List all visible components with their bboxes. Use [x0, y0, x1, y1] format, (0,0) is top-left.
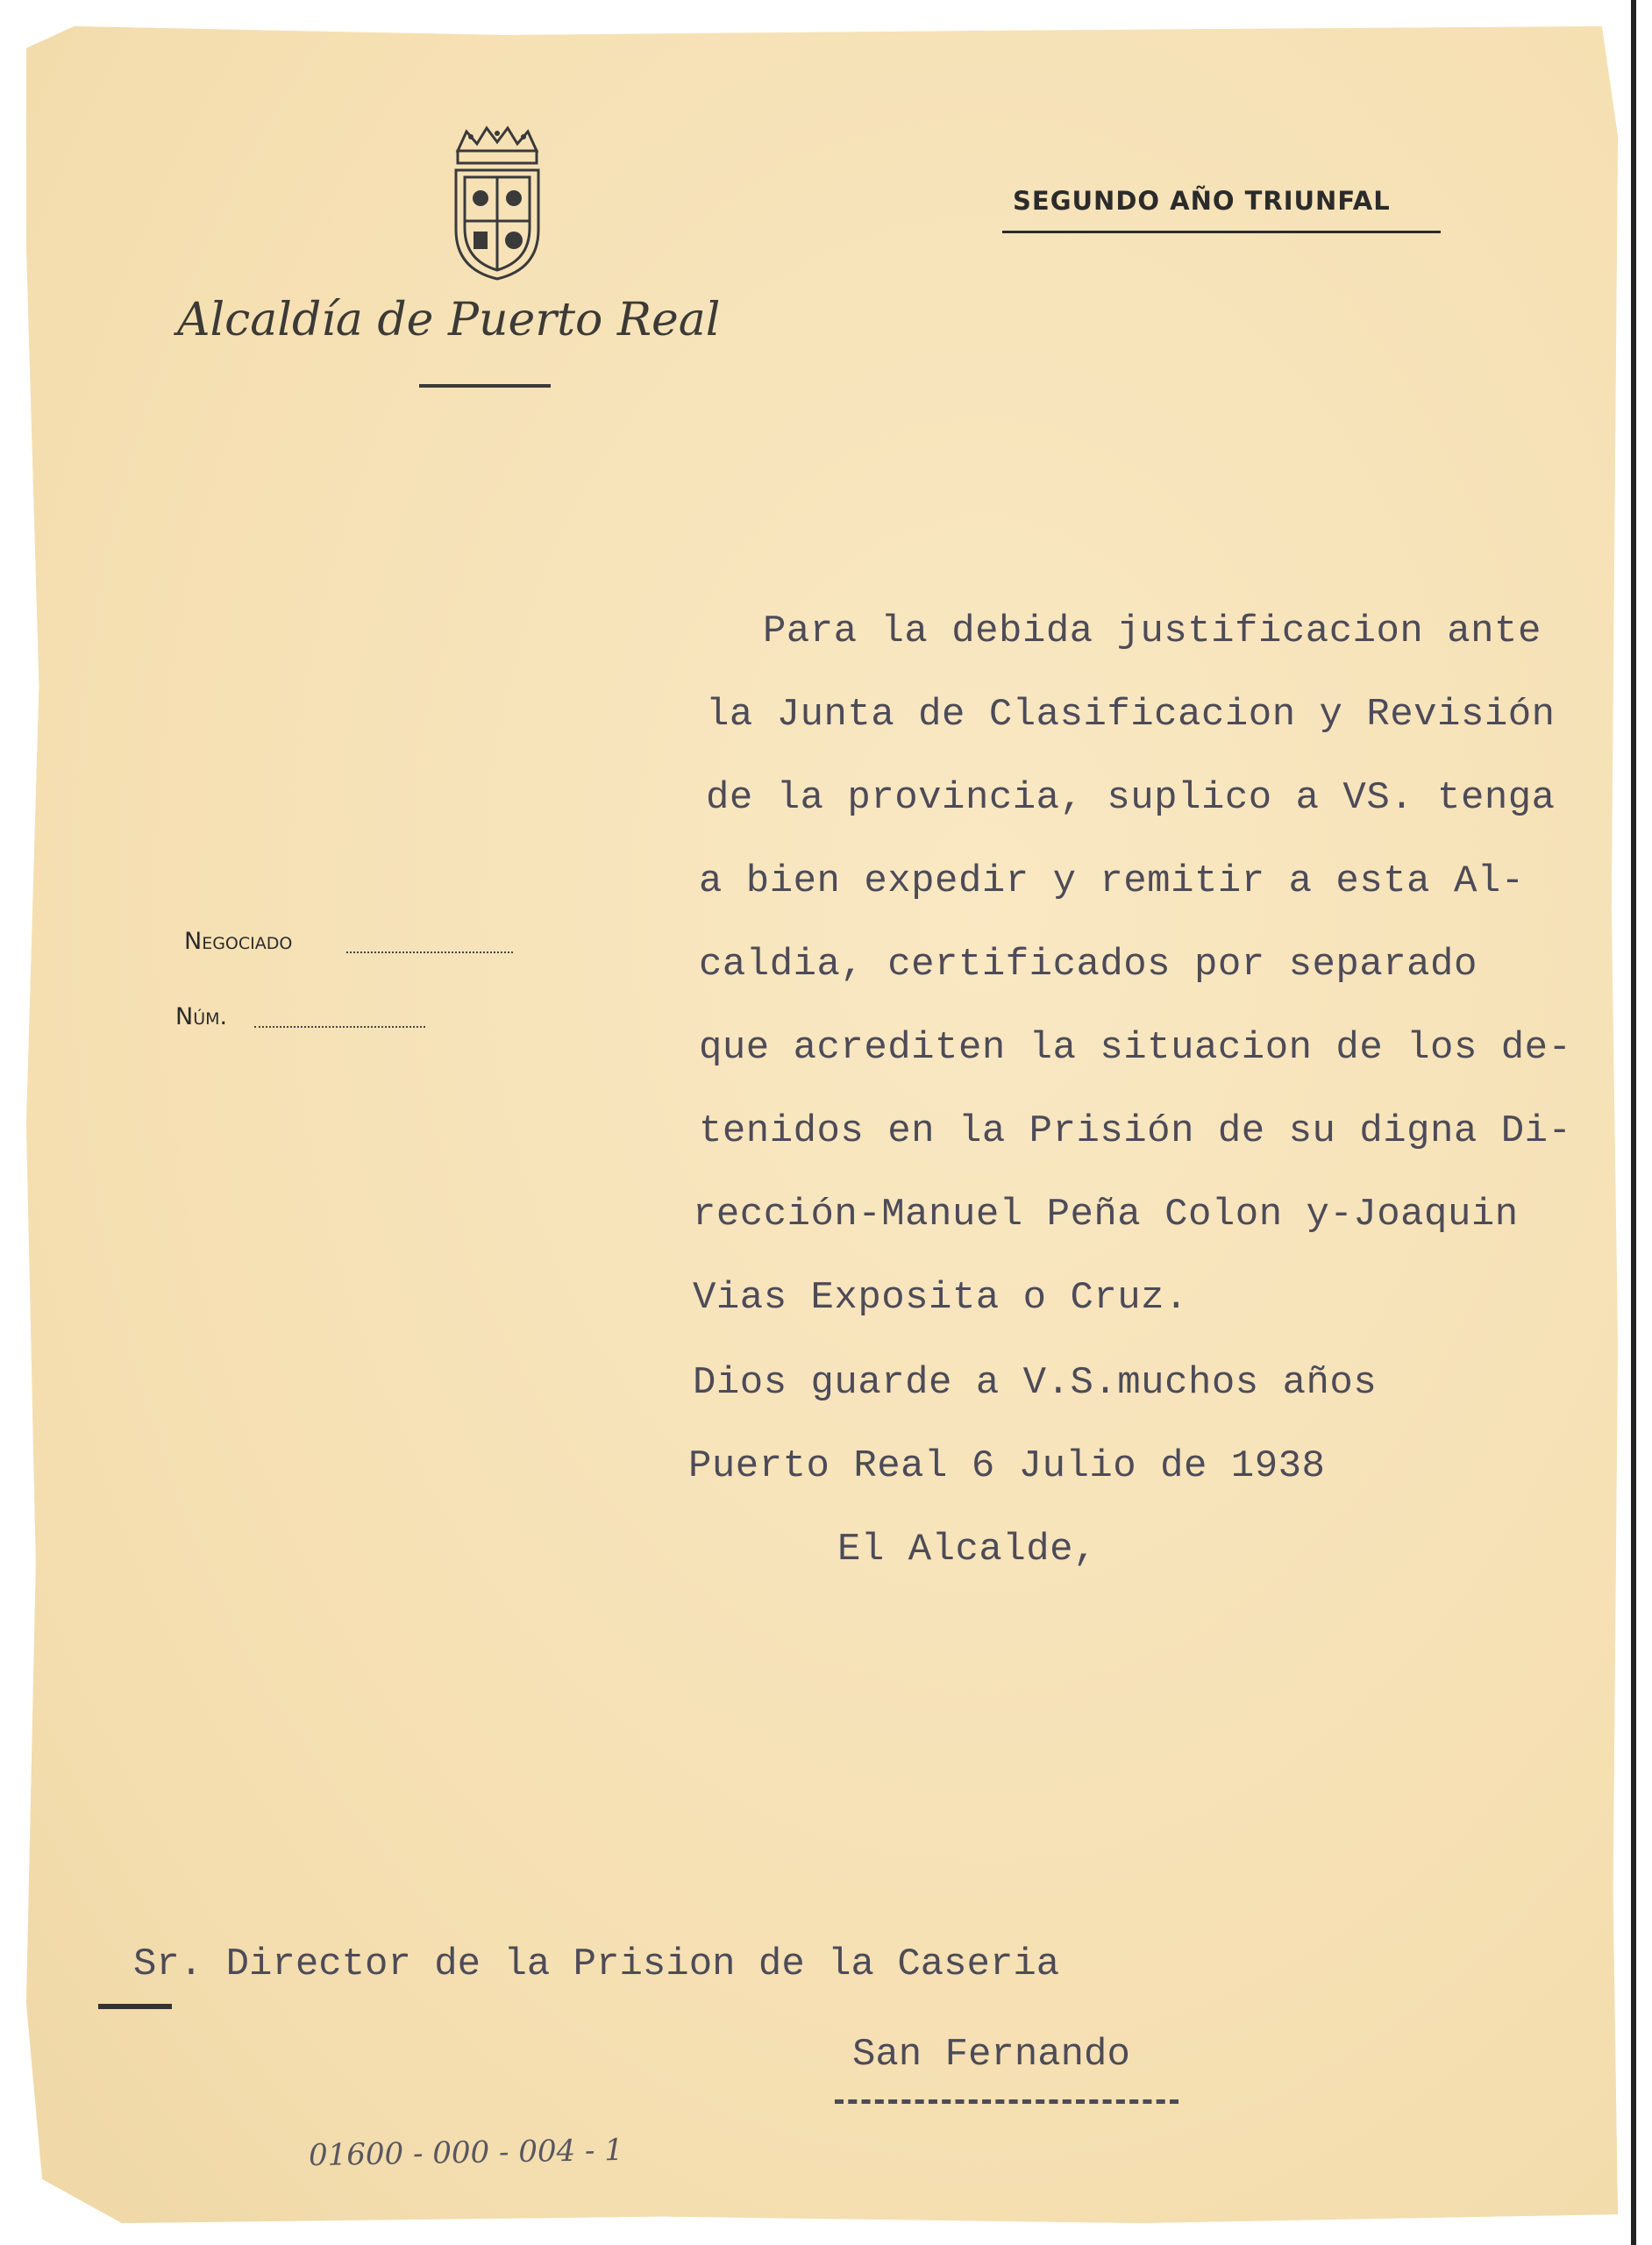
addressee-line-1: Sr. Director de la Prision de la Caseria: [133, 1942, 1060, 1986]
addressee-line-2: San Fernando: [852, 2033, 1130, 2077]
scan-edge: [1631, 0, 1636, 2245]
addressee-underline: [835, 2099, 1178, 2104]
closing-signatory: El Alcalde,: [837, 1528, 1097, 1572]
negociado-label: Negociado: [184, 928, 293, 955]
letterhead-rule: [419, 384, 551, 388]
body-line: rección-Manuel Peña Colon y-Joaquin: [693, 1193, 1519, 1237]
closing-place-date: Puerto Real 6 Julio de 1938: [688, 1444, 1326, 1488]
coat-of-arms-icon: [449, 125, 545, 282]
body-line: la Junta de Clasificacion y Revisión: [706, 693, 1556, 737]
body-line: de la provincia, suplico a VS. tenga: [706, 776, 1556, 820]
body-line: caldia, certificados por separado: [699, 943, 1478, 987]
num-label: Núm.: [175, 1003, 228, 1030]
negociado-blank: [346, 951, 513, 953]
body-line: Vias Exposita o Cruz.: [693, 1276, 1188, 1320]
closing-salutation: Dios guarde a V.S.muchos años: [693, 1361, 1378, 1405]
num-blank: [254, 1026, 425, 1028]
year-motto: SEGUNDO AÑO TRIUNFAL: [1013, 186, 1391, 216]
year-motto-rule: [1002, 231, 1441, 233]
letterhead-issuer: Alcaldía de Puerto Real: [177, 294, 721, 346]
body-line: tenidos en la Prisión de su digna Di-: [699, 1109, 1572, 1153]
margin-mark: [98, 2004, 172, 2009]
body-line: que acrediten la situacion de los de-: [699, 1026, 1572, 1070]
body-line: Para la debida justificacion ante: [763, 609, 1542, 653]
body-line: a bien expedir y remitir a esta Al-: [699, 859, 1525, 903]
archive-reference: 01600 - 000 - 004 - 1: [308, 2132, 624, 2174]
